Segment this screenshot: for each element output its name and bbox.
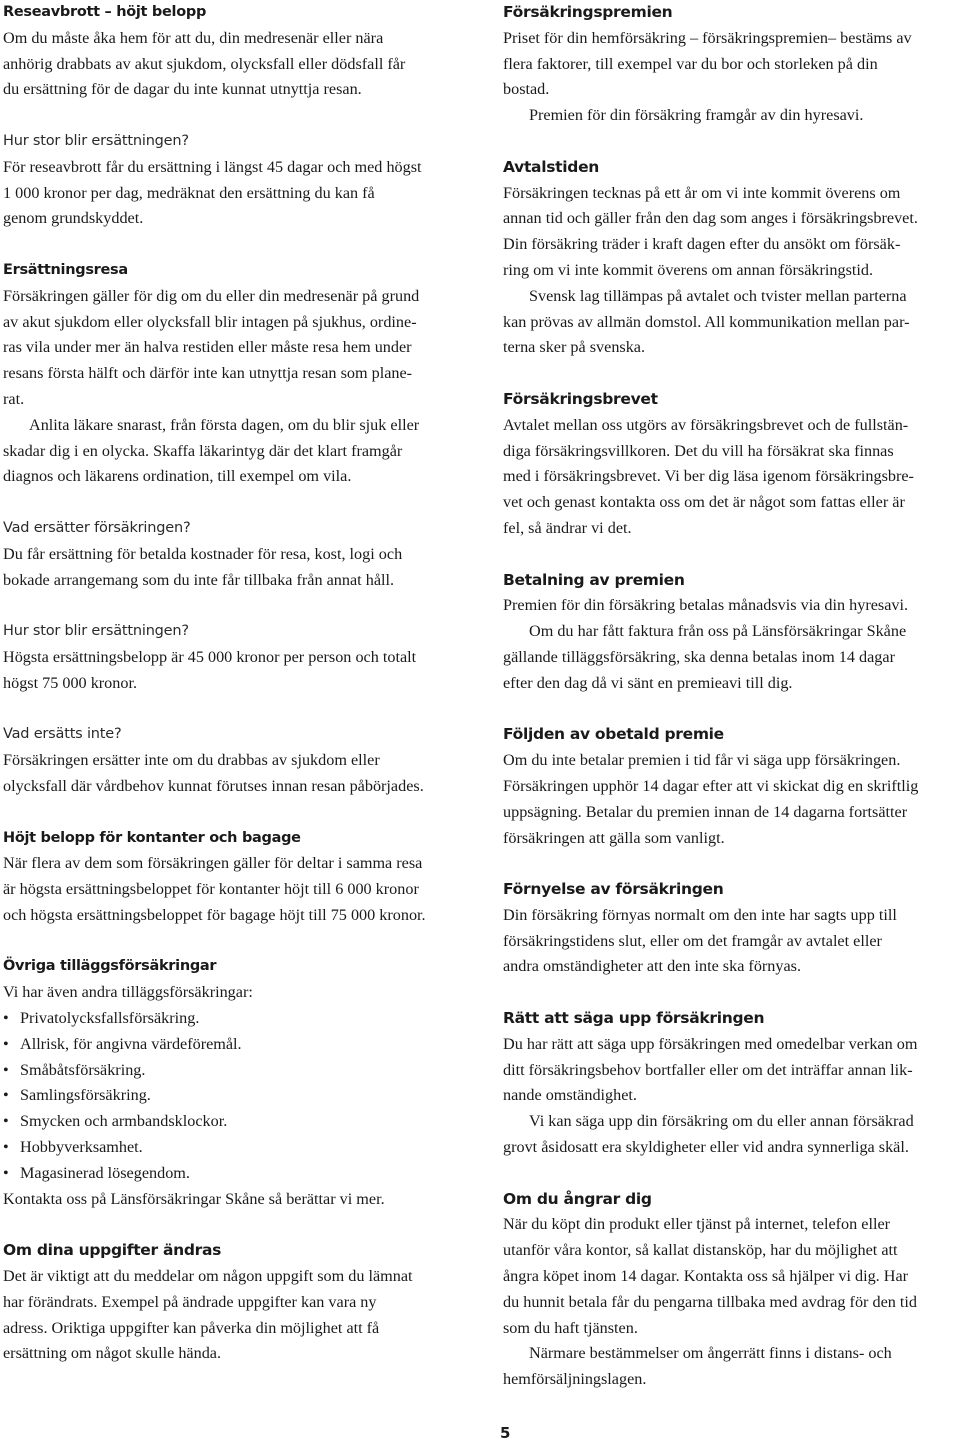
section-heading: Försäkringsbrevet — [503, 389, 658, 408]
text-line: med i försäkringsbrevet. Vi ber dig läsa igenom försäkringsbre- — [503, 467, 914, 486]
text-line: är högsta ersättningsbeloppet för kontanter höjt till 6 000 kronor — [3, 880, 419, 899]
section-heading: Försäkringspremien — [503, 3, 673, 21]
text-line: kan prövas av allmän domstol. All kommunikation mellan par- — [503, 312, 910, 331]
text-line: Du får ersättning för betalda kostnader för resa, kost, logi och — [3, 544, 403, 563]
text-line: Om du har fått faktura från oss på Länsförsäkringar Skåne — [529, 622, 907, 641]
section-ersattningsresa — [3, 258, 473, 490]
list-item: • Smycken och armbandsklockor. — [3, 1109, 473, 1135]
list-item: • Hobbyverksamhet. — [3, 1135, 473, 1161]
section-heading: Om du ångrar dig — [503, 1189, 652, 1208]
section-heading: Höjt belopp för kontanter och bagage — [3, 829, 301, 846]
text-line: resans första hälft och därför inte kan utnyttja resan som plane- — [3, 364, 413, 383]
list-item: • Samlingsförsäkring. — [3, 1083, 473, 1109]
text-line: flera faktorer, till exempel var du bor och storleken på din — [503, 54, 878, 73]
section-hur-stor-2 — [3, 619, 473, 696]
section-heading: Följden av obetald premie — [503, 725, 724, 744]
text-line: Premien för din försäkring betalas månadsvis via din hyresavi. — [503, 596, 909, 615]
text-line: vet och genast kontakta oss om det är något som fattas eller är — [503, 493, 905, 512]
bullet-icon: • — [3, 1138, 9, 1157]
text-line: försäkringstidens slut, eller om det framgår av avtalet eller — [503, 931, 882, 950]
section-heading: Reseavbrott – höjt belopp — [3, 4, 207, 20]
text-line: andra omständigheter att den inte ska förnyas. — [503, 957, 802, 976]
section-heading: Förnyelse av försäkringen — [503, 880, 724, 899]
section-betalning — [503, 568, 958, 697]
text-line: Om du måste åka hem för att du, din medresenär eller nära — [3, 28, 384, 47]
section-saga-upp — [503, 1006, 958, 1161]
section-uppgifter-andras — [3, 1238, 473, 1367]
text-line: uppsägning. Betalar du premien innan de 14 dagarna fortsätter — [503, 802, 908, 821]
section-ovriga — [3, 954, 473, 1212]
bullet-icon: • — [3, 1163, 9, 1182]
page-number: 5 — [500, 1424, 511, 1442]
text-line: bostad. — [503, 80, 550, 99]
text-line: har förändrats. Exempel på ändrade uppgifter kan vara ny — [3, 1292, 377, 1311]
text-line: Högsta ersättningsbelopp är 45 000 kronor per person och totalt — [3, 647, 417, 666]
text-line: Din försäkring förnyas normalt om den inte har sagts upp till — [503, 905, 897, 924]
text-line: Anlita läkare snarast, från första dagen, om du blir sjuk eller — [29, 415, 420, 434]
text-line: Det är viktigt att du meddelar om någon uppgift som du lämnat — [3, 1267, 413, 1286]
text-line: ditt försäkringsbehov bortfaller eller om det inträffar annan lik- — [503, 1060, 913, 1079]
text-line: ångra köpet inom 14 dagar. Kontakta oss så hjälper vi dig. Har — [503, 1267, 909, 1286]
text-line: du hunnit betala får du pengarna tillbaka med avdrag för den tid — [503, 1292, 917, 1311]
section-heading: Ersättningsresa — [3, 261, 128, 278]
text-line: Försäkringen upphör 14 dagar efter att vi skickat dig en skriftlig — [503, 776, 919, 795]
text-line: rat. — [3, 389, 25, 408]
section-forsakringsbrevet — [503, 387, 958, 542]
text-line: högst 75 000 kronor. — [3, 673, 137, 692]
text-line: Premien för din försäkring framgår av din hyresavi. — [529, 106, 864, 125]
text-line: fel, så ändrar vi det. — [503, 518, 632, 537]
text-line: gällande tilläggsförsäkring, ska denna betalas inom 14 dagar — [503, 647, 895, 666]
text-line: Försäkringen ersätter inte om du drabbas av sjukdom eller — [3, 751, 380, 770]
text-line: utanför våra kontor, så kallat distansköp, har du möjlighet att — [503, 1241, 898, 1260]
text-line: Vi har även andra tilläggsförsäkringar: — [3, 983, 253, 1002]
text-line: nande omständighet. — [503, 1086, 637, 1105]
section-heading: Om dina uppgifter ändras — [3, 1241, 222, 1260]
section-angrar-dig — [503, 1187, 958, 1393]
text-line: 1 000 kronor per dag, medräknat den ersättning du kan få — [3, 183, 375, 202]
text-line: Kontakta oss på Länsförsäkringar Skåne så berättar vi mer. — [3, 1189, 385, 1208]
list-item: • Småbåtsförsäkring. — [3, 1058, 473, 1084]
section-fornyelse — [503, 877, 958, 980]
section-heading: Rätt att säga upp försäkringen — [503, 1009, 765, 1028]
list-item: • Privatolycksfallsförsäkring. — [3, 1006, 473, 1032]
text-line: Vi kan säga upp din försäkring om du eller annan försäkrad — [529, 1112, 914, 1131]
section-forsakringspremien — [503, 0, 958, 129]
right-column — [503, 0, 958, 1393]
subsection-heading: Hur stor blir ersättningen? — [3, 623, 189, 640]
text-line: ersättning om något skulle hända. — [3, 1344, 222, 1363]
bullet-icon: • — [3, 1034, 9, 1053]
subsection-heading: Vad ersätts inte? — [3, 726, 122, 743]
text-line: försäkringen att gälla som vanligt. — [503, 828, 725, 847]
text-line: som du haft tjänsten. — [503, 1318, 638, 1337]
list-item: • Magasinerad lösegendom. — [3, 1161, 473, 1187]
text-line: ring om vi inte kommit överens om annan försäkringstid. — [503, 260, 874, 279]
text-line: Svensk lag tillämpas på avtalet och tvister mellan parterna — [529, 286, 907, 305]
text-line: och högsta ersättningsbeloppet för bagage höjt till 75 000 kronor. — [3, 905, 426, 924]
bullet-icon: • — [3, 1086, 9, 1105]
section-reseavbrott — [3, 0, 473, 103]
left-column — [3, 0, 473, 1367]
bullet-icon: • — [3, 1112, 9, 1131]
text-line: anhörig drabbats av akut sjukdom, olycksfall eller dödsfall får — [3, 54, 406, 73]
section-heading: Betalning av premien — [503, 570, 685, 589]
text-line: ras vila under mer än halva restiden eller måste resa hem under — [3, 338, 412, 357]
text-line: Avtalet mellan oss utgörs av försäkringsbrevet och de fullstän- — [503, 415, 909, 434]
bullet-icon: • — [3, 1060, 9, 1079]
section-obetald-premie — [503, 722, 958, 851]
text-line: Om du inte betalar premien i tid får vi säga upp försäkringen. — [503, 751, 901, 770]
subsection-heading: Vad ersätter försäkringen? — [3, 519, 191, 536]
text-line: Närmare bestämmelser om ångerrätt finns i distans- och — [529, 1344, 892, 1363]
text-line: hemförsäljningslagen. — [503, 1370, 647, 1389]
section-avtalstiden — [503, 155, 958, 361]
section-vad-ersatts-inte — [3, 722, 473, 799]
text-line: annan tid och gäller från den dag som anges i försäkringsbrevet. — [503, 209, 918, 228]
text-line: Du har rätt att säga upp försäkringen med omedelbar verkan om — [503, 1034, 918, 1053]
text-line: diagnos och läkarens ordination, till exempel om vila. — [3, 467, 352, 486]
bullet-icon: • — [3, 1009, 9, 1028]
text-line: Din försäkring träder i kraft dagen efter du ansökt om försäk- — [503, 235, 901, 254]
text-line: olycksfall där vårdbehov kunnat förutses innan resan påbörjades. — [3, 776, 424, 795]
text-line: du ersättning för de dagar du inte kunnat utnyttja resan. — [3, 80, 362, 99]
list-item: • Allrisk, för angivna värdeföremål. — [3, 1032, 473, 1058]
text-line: När du köpt din produkt eller tjänst på internet, telefon eller — [503, 1215, 891, 1234]
text-line: terna sker på svenska. — [503, 338, 646, 357]
text-line: Priset för din hemförsäkring – försäkringspremien– bestäms av — [503, 28, 912, 47]
section-hur-stor-1 — [3, 129, 473, 232]
text-line: genom grundskyddet. — [3, 209, 144, 228]
subsection-heading: Hur stor blir ersättningen? — [3, 132, 189, 149]
section-vad-ersatter — [3, 516, 473, 593]
text-line: När flera av dem som försäkringen gäller för deltar i samma resa — [3, 854, 423, 873]
text-line: adress. Oriktiga uppgifter kan påverka din möjlighet att få — [3, 1318, 380, 1337]
text-line: efter den dag då vi sänt en premieavi till dig. — [503, 673, 793, 692]
text-line: av akut sjukdom eller olycksfall blir intagen på sjukhus, ordine- — [3, 312, 417, 331]
text-line: Försäkringen gäller för dig om du eller din medresenär på grund — [3, 286, 420, 305]
text-line: bokade arrangemang som du inte får tillbaka från annat håll. — [3, 570, 395, 589]
text-line: grovt åsidosatt era skyldigheter eller vid andra synnerliga skäl. — [503, 1138, 909, 1157]
section-heading: Övriga tilläggsförsäkringar — [3, 958, 217, 975]
text-line: diga försäkringsvillkoren. Det du vill ha försäkrat ska finnas — [503, 441, 894, 460]
section-heading: Avtalstiden — [503, 157, 600, 176]
text-line: För reseavbrott får du ersättning i längst 45 dagar och med högst — [3, 157, 422, 176]
section-hojt-belopp — [3, 826, 473, 929]
text-line: Försäkringen tecknas på ett år om vi inte kommit överens om — [503, 183, 901, 202]
text-line: skadar dig i en olycka. Skaffa läkarintyg där det klart framgår — [3, 441, 403, 460]
bullet-list — [3, 1006, 473, 1187]
